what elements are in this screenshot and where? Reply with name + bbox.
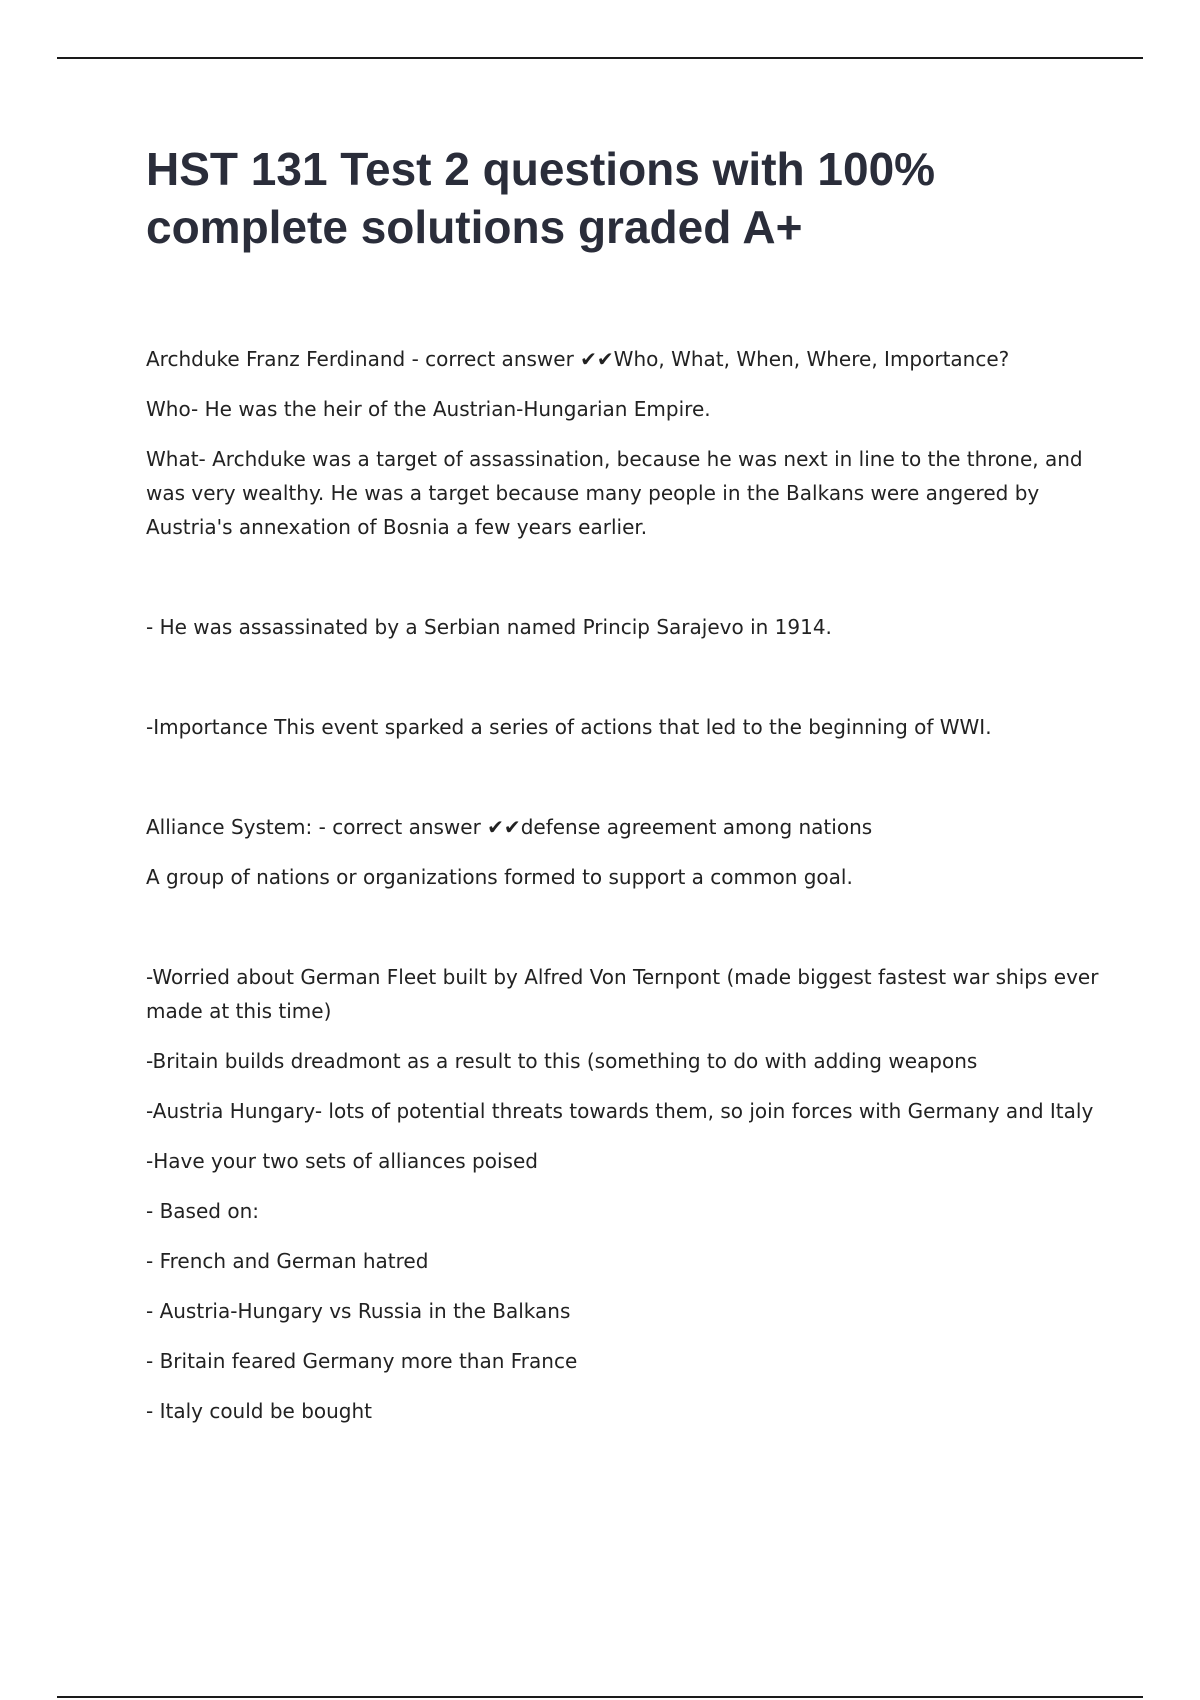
document-content [146,140,1106,1444]
paragraph-based-on: - Based on: [146,1199,259,1223]
term-label: Alliance System: - correct answer [146,815,488,839]
paragraph-german-fleet: -Worried about German Fleet built by Alfred Von Ternpont (made biggest fastest war ships ever made at this time) [146,965,1099,1023]
paragraph-french-german: - French and German hatred [146,1249,429,1273]
bottom-rule [57,1696,1143,1698]
document-body [146,342,1106,1428]
spacer [146,910,1106,960]
paragraph-italy-bought: - Italy could be bought [146,1399,373,1423]
document-title: HST 131 Test 2 questions with 100% complete solutions graded A+ [146,143,936,253]
answer-text: defense agreement among nations [520,815,873,839]
spacer [146,660,1106,710]
paragraph-group-of-nations: A group of nations or organizations formed to support a common goal. [146,865,853,889]
paragraph-britain-dreadmont: -Britain builds dreadmont as a result to this (something to do with adding weapons [146,1049,978,1073]
paragraph-britain-feared: - Britain feared Germany more than France [146,1349,578,1373]
spacer [146,760,1106,810]
qa-entry-alliance-system [146,810,1106,844]
answer-text: Who, What, When, Where, Importance? [613,347,1010,371]
check-marks-icon: ✔✔ [580,347,614,371]
qa-entry-franz-ferdinand [146,342,1106,376]
term-label: Archduke Franz Ferdinand - correct answer [146,347,581,371]
paragraph-what: What- Archduke was a target of assassination, because he was next in line to the throne, and was very wealthy. He was a target because many people in the Balkans were angered by Austria's annexation of Bosnia a few years earlier. [146,447,1083,539]
paragraph-austria-hungary: -Austria Hungary- lots of potential threats towards them, so join forces with Germany and Italy [146,1099,1094,1123]
paragraph-austria-russia: - Austria-Hungary vs Russia in the Balkans [146,1299,571,1323]
paragraph-who: Who- He was the heir of the Austrian-Hungarian Empire. [146,397,711,421]
paragraph-importance: -Importance This event sparked a series of actions that led to the beginning of WWI. [146,715,992,739]
top-rule [57,57,1143,59]
paragraph-alliances-poised: -Have your two sets of alliances poised [146,1149,538,1173]
paragraph-assassinated: - He was assassinated by a Serbian named Princip Sarajevo in 1914. [146,615,832,639]
check-marks-icon: ✔✔ [487,815,521,839]
spacer [146,560,1106,610]
